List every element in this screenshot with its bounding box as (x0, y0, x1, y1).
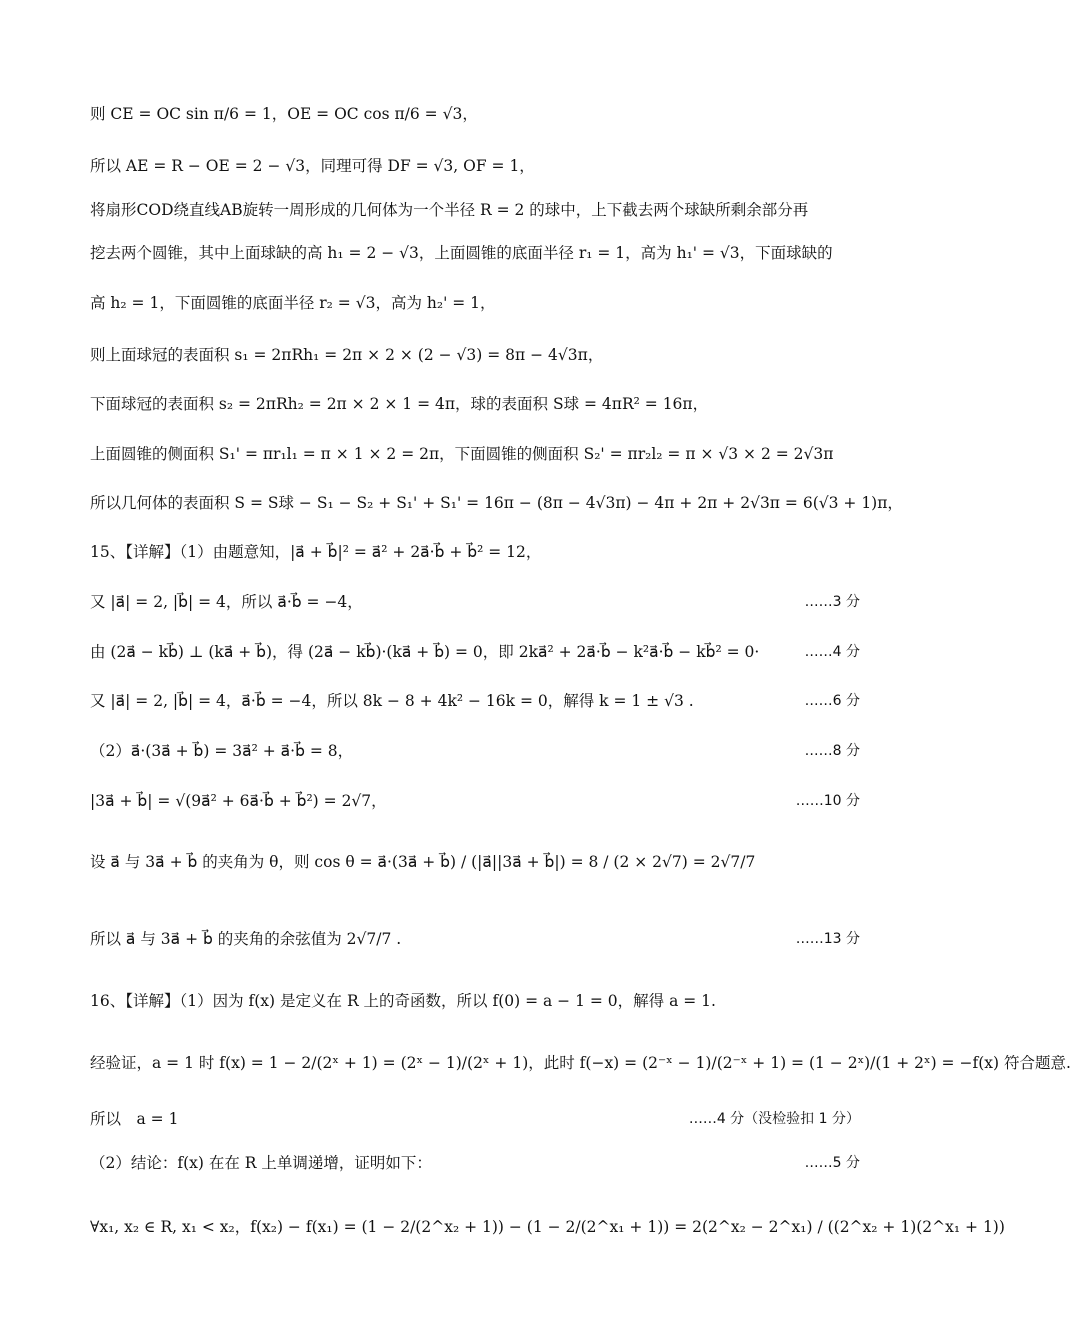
score-marker: ……13 分 (795, 931, 860, 947)
q15-line-8 (90, 928, 860, 950)
q16-line-4 (90, 1152, 860, 1174)
line-text: （2）结论：f(x) 在在 R 上单调递增，证明如下： (90, 1154, 432, 1172)
line-text: 挖去两个圆锥，其中上面球缺的高 h₁ = 2 − √3，上面圆锥的底面半径 r₁ = 1，高为 h₁' = √3，下面球缺的 (90, 244, 833, 262)
solution-line-4 (90, 242, 860, 264)
solution-line-5 (90, 292, 860, 314)
solution-line-9 (90, 492, 903, 514)
solution-line-7 (90, 393, 860, 415)
q15-line-3 (90, 641, 860, 663)
solution-line-1 (90, 103, 860, 125)
score-marker: ……3 分 (804, 594, 860, 610)
score-marker: ……8 分 (804, 743, 860, 759)
q15-line-2 (90, 591, 860, 613)
score-marker: ……10 分 (795, 793, 860, 809)
line-text: 所以 AE = R − OE = 2 − √3，同理可得 DF = √3, OF = 1， (90, 157, 535, 175)
score-marker: ……6 分 (804, 693, 860, 709)
line-text: 16、【详解】（1）因为 f(x) 是定义在 R 上的奇函数，所以 f(0) = a − 1 = 0，解得 a = 1. (90, 992, 716, 1010)
solution-line-3 (90, 199, 860, 221)
score-marker: ……4 分 (804, 644, 860, 660)
q15-heading-line (90, 541, 860, 563)
line-text: |3a⃗ + b⃗| = √(9a⃗² + 6a⃗·b⃗ + b⃗²) = 2√7， (90, 792, 387, 810)
score-marker: ……4 分（没检验扣 1 分） (688, 1111, 860, 1127)
q15-line-6 (90, 790, 860, 812)
q16-line-5 (90, 1216, 1005, 1238)
line-text: 15、【详解】（1）由题意知，|a⃗ + b⃗|² = a⃗² + 2a⃗·b⃗ + b⃗² = 12， (90, 543, 542, 561)
line-text: 则上面球冠的表面积 s₁ = 2πRh₁ = 2π × 2 × (2 − √3) = 8π − 4√3π， (90, 346, 604, 364)
line-text: 又 |a⃗| = 2, |b⃗| = 4，a⃗·b⃗ = −4，所以 8k − 8 + 4k² − 16k = 0，解得 k = 1 ± √3 . (90, 692, 694, 710)
line-text: 设 a⃗ 与 3a⃗ + b⃗ 的夹角为 θ，则 cos θ = a⃗·(3a⃗ + b⃗) / (|a⃗||3a⃗ + b⃗|) = 8 / (2 × 2√7) = 2√7/7 (90, 853, 756, 871)
q15-line-5 (90, 740, 860, 762)
line-text: 经验证，a = 1 时 f(x) = 1 − 2/(2ˣ + 1) = (2ˣ − 1)/(2ˣ + 1)，此时 f(−x) = (2⁻ˣ − 1)/(2⁻ˣ + 1) = (1 − 2ˣ)/(1 + 2ˣ) = −f(x) 符合题意. (90, 1054, 1071, 1072)
line-text: ∀x₁, x₂ ∈ R, x₁ < x₂，f(x₂) − f(x₁) = (1 − 2/(2^x₂ + 1)) − (1 − 2/(2^x₁ + 1)) = 2(2^x₂ − 2^x₁) / ((2^x₂ + 1)(2^x₁ + 1)) (90, 1218, 1005, 1236)
line-text: 上面圆锥的侧面积 S₁' = πr₁l₁ = π × 1 × 2 = 2π，下面圆锥的侧面积 S₂' = πr₂l₂ = π × √3 × 2 = 2√3π (90, 445, 834, 463)
solution-line-8 (90, 443, 860, 465)
solution-line-6 (90, 344, 860, 366)
line-text: 所以 a = 1 (90, 1110, 179, 1128)
q15-line-4 (90, 690, 860, 712)
q15-line-7 (90, 851, 860, 873)
line-text: 所以几何体的表面积 S = S球 − S₁ − S₂ + S₁' + S₁' = 16π − (8π − 4√3π) − 4π + 2π + 2√3π = 6(√3 + 1)π， (90, 494, 903, 512)
q16-line-3 (90, 1108, 860, 1130)
line-text: 将扇形COD绕直线AB旋转一周形成的几何体为一个半径 R = 2 的球中，上下截去两个球缺所剩余部分再 (90, 201, 809, 219)
line-text: 又 |a⃗| = 2, |b⃗| = 4，所以 a⃗·b⃗ = −4， (90, 593, 363, 611)
line-text: 下面球冠的表面积 s₂ = 2πRh₂ = 2π × 2 × 1 = 4π，球的表面积 S球 = 4πR² = 16π， (90, 395, 709, 413)
line-text: （2）a⃗·(3a⃗ + b⃗) = 3a⃗² + a⃗·b⃗ = 8， (90, 742, 354, 760)
line-text: 高 h₂ = 1，下面圆锥的底面半径 r₂ = √3，高为 h₂' = 1， (90, 294, 496, 312)
q16-line-2 (90, 1052, 1071, 1074)
solution-line-2 (90, 155, 860, 177)
score-marker: ……5 分 (804, 1155, 860, 1171)
line-text: 则 CE = OC sin π/6 = 1，OE = OC cos π/6 = √3， (90, 105, 478, 123)
line-text: 所以 a⃗ 与 3a⃗ + b⃗ 的夹角的余弦值为 2√7/7 . (90, 930, 402, 948)
line-text: 由 (2a⃗ − kb⃗) ⊥ (ka⃗ + b⃗)，得 (2a⃗ − kb⃗)·(ka⃗ + b⃗) = 0，即 2ka⃗² + 2a⃗·b⃗ − k²a⃗·b⃗ − kb⃗² = 0· (90, 643, 760, 661)
q16-heading-line (90, 990, 860, 1012)
